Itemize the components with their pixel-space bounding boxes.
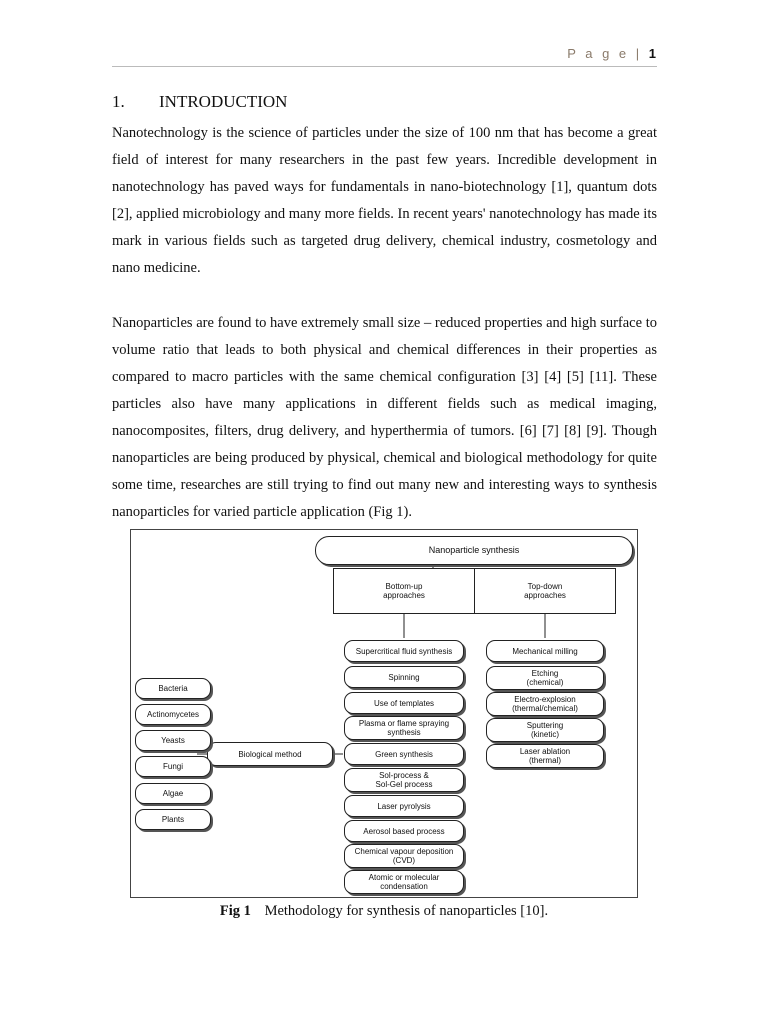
organism-node: Plants bbox=[135, 809, 211, 830]
method-node: Plasma or flame spraying synthesis bbox=[344, 716, 464, 740]
header-divider bbox=[112, 66, 657, 67]
method-node: Laser pyrolysis bbox=[344, 795, 464, 817]
section-number: 1. bbox=[112, 92, 125, 111]
method-node: Chemical vapour deposition (CVD) bbox=[344, 844, 464, 868]
organism-node: Actinomycetes bbox=[135, 704, 211, 725]
top-down-method-node: Laser ablation (thermal) bbox=[486, 744, 604, 768]
caption-label: Fig 1 bbox=[219, 903, 251, 919]
top-down-box: Top-down approaches bbox=[474, 568, 616, 614]
figure-caption bbox=[0, 903, 768, 920]
method-node: Green synthesis bbox=[344, 743, 464, 765]
section-heading bbox=[112, 92, 288, 112]
section-title: INTRODUCTION bbox=[159, 92, 288, 111]
caption-text: Methodology for synthesis of nanoparticles [10]. bbox=[264, 903, 549, 919]
method-node: Use of templates bbox=[344, 692, 464, 714]
page-header bbox=[567, 46, 656, 61]
method-node: Supercritical fluid synthesis bbox=[344, 640, 464, 662]
root-node: Nanoparticle synthesis bbox=[315, 536, 633, 565]
method-node: Atomic or molecular condensation bbox=[344, 870, 464, 894]
organism-node: Bacteria bbox=[135, 678, 211, 699]
top-down-method-node: Mechanical milling bbox=[486, 640, 604, 662]
method-node: Aerosol based process bbox=[344, 820, 464, 842]
synthesis-diagram bbox=[130, 529, 638, 898]
top-down-method-node: Electro-explosion (thermal/chemical) bbox=[486, 692, 604, 716]
paragraph-2: Nanoparticles are found to have extremely small size – reduced properties and high surface to volume ratio that leads to both physical and chemical differences in their properties as compared to macro particles with the same chemical configuration [3] [4] [5] [11]. These particles also have many applications in different fields such as medical imaging, nanocomposites, filters, drug delivery, and hyperthermia of tumors. [6] [7] [8] [9]. Though nanoparticles are being produced by physical, chemical and biological methodology for quite some time, researches are still trying to find out many new and interesting ways to synthesis nanoparticles for varied particle application (Fig 1). bbox=[112, 315, 657, 520]
page-label: P a g e | bbox=[567, 46, 643, 61]
paragraph-1: Nanotechnology is the science of particles under the size of 100 nm that has become a great field of interest for many researchers in the past few years. Incredible development in nanotechnology has paved ways for fundamentals in nano-biotechnology [1], quantum dots [2], applied microbiology and many more fields. In recent years' nanotechnology has made its mark in various fields such as targeted drug delivery, chemical industry, cosmetology and nano medicine. bbox=[112, 125, 657, 276]
top-down-method-node: Sputtering (kinetic) bbox=[486, 718, 604, 742]
top-down-method-node: Etching (chemical) bbox=[486, 666, 604, 690]
biological-method-node: Biological method bbox=[207, 742, 333, 766]
method-node: Spinning bbox=[344, 666, 464, 688]
method-node: Sol-process & Sol-Gel process bbox=[344, 768, 464, 792]
organism-node: Yeasts bbox=[135, 730, 211, 751]
bottom-up-box: Bottom-up approaches bbox=[333, 568, 475, 614]
organism-node: Algae bbox=[135, 783, 211, 804]
organism-node: Fungi bbox=[135, 756, 211, 777]
page-number: 1 bbox=[648, 46, 656, 61]
